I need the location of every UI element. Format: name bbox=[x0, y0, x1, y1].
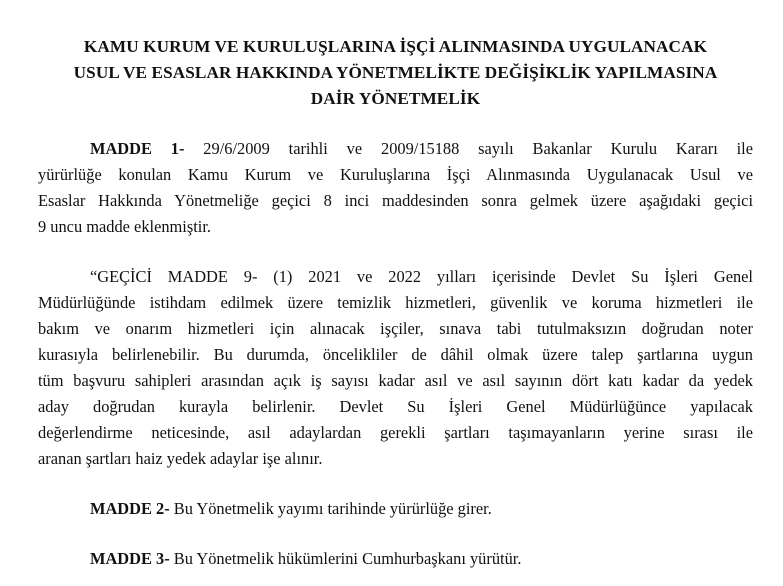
madde-1-paragraph bbox=[38, 136, 753, 240]
gecici-line-4: kurasıyla belirlenebilir. Bu durumda, öncelikliler de dâhil olmak üzere talep şartlarına uygun bbox=[38, 345, 753, 364]
madde-3-label: MADDE 3- bbox=[90, 549, 170, 568]
gecici-line-7: değerlendirme neticesinde, asıl adaylardan gerekli şartları taşımayanların yerine sırası ile bbox=[38, 423, 753, 442]
title-line-2: USUL VE ESASLAR HAKKINDA YÖNETMELİKTE DEĞİŞİKLİK YAPILMASINA bbox=[73, 63, 718, 82]
document-title bbox=[38, 34, 753, 112]
madde-1-line-1-text: 29/6/2009 tarihli ve 2009/15188 sayılı Bakanlar Kurulu Kararı ile bbox=[184, 139, 753, 158]
title-line-1: KAMU KURUM VE KURULUŞLARINA İŞÇİ ALINMASINDA UYGULANACAK bbox=[83, 37, 708, 56]
madde-3-text: Bu Yönetmelik hükümlerini Cumhurbaşkanı yürütür. bbox=[169, 549, 522, 568]
gecici-line-1: “GEÇİCİ MADDE 9- (1) 2021 ve 2022 yılları içerisinde Devlet Su İşleri Genel bbox=[90, 267, 753, 286]
gecici-madde-paragraph bbox=[38, 264, 753, 472]
title-line-3: DAİR YÖNETMELİK bbox=[310, 89, 481, 108]
madde-1-line-1 bbox=[38, 136, 753, 162]
madde-2-paragraph bbox=[38, 496, 753, 522]
gecici-line-3: bakım ve onarım hizmetleri için alınacak işçiler, sınava tabi tutulmaksızın doğrudan noter bbox=[38, 319, 753, 338]
madde-2-label: MADDE 2- bbox=[90, 499, 170, 518]
gecici-line-8: aranan şartları haiz yedek adaylar işe alınır. bbox=[38, 449, 323, 468]
madde-1-line-2: yürürlüğe konulan Kamu Kurum ve Kuruluşlarına İşçi Alınmasında Uygulanacak Usul ve bbox=[38, 165, 753, 184]
madde-1-label: MADDE 1- bbox=[90, 139, 185, 158]
madde-1-line-4: 9 uncu madde eklenmiştir. bbox=[38, 217, 211, 236]
gecici-line-2: Müdürlüğünde istihdam edilmek üzere temizlik hizmetleri, güvenlik ve koruma hizmetleri ile bbox=[38, 293, 753, 312]
gecici-line-5: tüm başvuru sahipleri arasından açık iş sayısı kadar asıl ve asıl sayının dört katı kadar da yedek bbox=[38, 371, 753, 390]
gecici-line-6: aday doğrudan kurayla belirlenir. Devlet Su İşleri Genel Müdürlüğünce yapılacak bbox=[38, 397, 753, 416]
madde-3-paragraph bbox=[38, 546, 753, 572]
madde-2-text: Bu Yönetmelik yayımı tarihinde yürürlüğe girer. bbox=[169, 499, 492, 518]
madde-1-line-3: Esaslar Hakkında Yönetmeliğe geçici 8 inci maddesinden sonra gelmek üzere aşağıdaki geçici bbox=[38, 191, 753, 210]
